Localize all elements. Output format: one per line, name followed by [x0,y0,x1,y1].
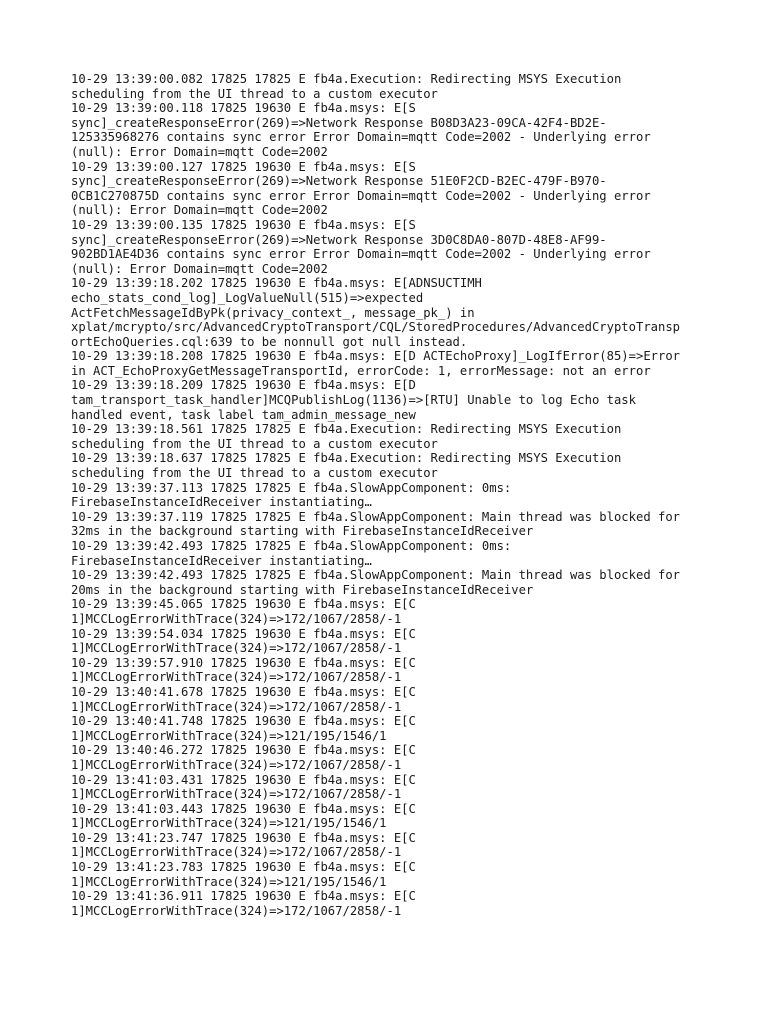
log-line: xplat/mcrypto/src/AdvancedCryptoTransport/CQL/StoredProcedures/AdvancedCryptoTransp [71,320,681,335]
log-line: 10-29 13:39:18.209 17825 19630 E fb4a.msys: E[D [71,378,416,393]
log-line: in ACT_EchoProxyGetMessageTransportId, errorCode: 1, errorMessage: not an error [71,363,651,378]
log-line: 10-29 13:41:23.783 17825 19630 E fb4a.msys: E[C [71,860,416,875]
log-line: 10-29 13:39:18.637 17825 17825 E fb4a.Execution: Redirecting MSYS Execution [71,451,622,466]
log-line: 10-29 13:40:46.272 17825 19630 E fb4a.msys: E[C [71,743,416,758]
log-line: 32ms in the background starting with FirebaseInstanceIdReceiver [71,524,534,539]
log-line: 10-29 13:41:03.431 17825 19630 E fb4a.msys: E[C [71,772,416,787]
log-line: 10-29 13:39:18.202 17825 19630 E fb4a.msys: E[ADNSUCTIMH [71,276,482,291]
log-line: 1]MCCLogErrorWithTrace(324)=>121/195/1546/1 [71,816,387,831]
log-line: 1]MCCLogErrorWithTrace(324)=>172/1067/2858/-1 [71,670,402,685]
log-line: 10-29 13:41:23.747 17825 19630 E fb4a.msys: E[C [71,830,416,845]
log-line: scheduling from the UI thread to a custom executor [71,436,438,451]
log-line: 10-29 13:39:45.065 17825 19630 E fb4a.msys: E[C [71,597,416,612]
log-line: 1]MCCLogErrorWithTrace(324)=>121/195/1546/1 [71,728,387,743]
log-line: 1]MCCLogErrorWithTrace(324)=>172/1067/2858/-1 [71,903,402,918]
log-line: (null): Error Domain=mqtt Code=2002 [71,203,328,218]
log-line: 10-29 13:39:00.135 17825 19630 E fb4a.msys: E[S [71,217,416,232]
log-line: FirebaseInstanceIdReceiver instantiating… [71,553,372,568]
log-line: scheduling from the UI thread to a custom executor [71,466,438,481]
log-document [71,72,711,918]
log-line: 10-29 13:39:37.119 17825 17825 E fb4a.SlowAppComponent: Main thread was blocked for [71,509,681,524]
log-line: tam_transport_task_handler]MCQPublishLog(1136)=>[RTU] Unable to log Echo task [71,393,636,408]
log-line: 20ms in the background starting with FirebaseInstanceIdReceiver [71,582,534,597]
log-line: ActFetchMessageIdByPk(privacy_context_, message_pk_) in [71,305,475,320]
log-line: echo_stats_cond_log]_LogValueNull(515)=>expected [71,290,424,305]
log-line: 10-29 13:39:42.493 17825 17825 E fb4a.SlowAppComponent: 0ms: [71,539,512,553]
log-line: 1]MCCLogErrorWithTrace(324)=>121/195/1546/1 [71,874,387,889]
log-line: sync]_createResponseError(269)=>Network Response B08D3A23-09CA-42F4-BD2E- [71,115,607,130]
log-line: 1]MCCLogErrorWithTrace(324)=>172/1067/2858/-1 [71,845,402,860]
log-line: 10-29 13:39:00.082 17825 17825 E fb4a.Execution: Redirecting MSYS Execution [71,72,622,86]
log-line: 10-29 13:41:03.443 17825 19630 E fb4a.msys: E[C [71,801,416,816]
log-line: sync]_createResponseError(269)=>Network Response 3D0C8DA0-807D-48E8-AF99- [71,232,607,247]
log-line: 902BD1AE4D36 contains sync error Error Domain=mqtt Code=2002 - Underlying error [71,247,651,262]
log-line: handled event, task label tam_admin_message_new [71,407,416,422]
log-line: 10-29 13:39:42.493 17825 17825 E fb4a.SlowAppComponent: Main thread was blocked for [71,568,681,583]
log-line: 10-29 13:39:37.113 17825 17825 E fb4a.SlowAppComponent: 0ms: [71,480,512,495]
log-line: 125335968276 contains sync error Error Domain=mqtt Code=2002 - Underlying error [71,130,651,145]
log-line: (null): Error Domain=mqtt Code=2002 [71,144,328,159]
log-line: 10-29 13:39:18.208 17825 19630 E fb4a.msys: E[D ACTEchoProxy]_LogIfError(85)=>Error [71,349,681,364]
log-line: 10-29 13:39:00.127 17825 19630 E fb4a.msys: E[S [71,159,416,174]
log-line: 10-29 13:41:36.911 17825 19630 E fb4a.msys: E[C [71,889,416,904]
log-line: scheduling from the UI thread to a custom executor [71,86,438,101]
log-line: 1]MCCLogErrorWithTrace(324)=>172/1067/2858/-1 [71,757,402,772]
log-line: 1]MCCLogErrorWithTrace(324)=>172/1067/2858/-1 [71,611,402,626]
log-line: 1]MCCLogErrorWithTrace(324)=>172/1067/2858/-1 [71,699,402,714]
log-line: 1]MCCLogErrorWithTrace(324)=>172/1067/2858/-1 [71,641,402,656]
log-line: 10-29 13:40:41.748 17825 19630 E fb4a.msys: E[C [71,714,416,729]
log-line: ortEchoQueries.cql:639 to be nonnull got null instead. [71,334,468,349]
log-line: 10-29 13:39:18.561 17825 17825 E fb4a.Execution: Redirecting MSYS Execution [71,422,622,437]
log-line: FirebaseInstanceIdReceiver instantiating… [71,495,372,510]
log-line: 10-29 13:39:54.034 17825 19630 E fb4a.msys: E[C [71,626,416,641]
log-line: sync]_createResponseError(269)=>Network Response 51E0F2CD-B2EC-479F-B970- [71,174,607,189]
log-line: 10-29 13:40:41.678 17825 19630 E fb4a.msys: E[C [71,684,416,699]
log-line: 1]MCCLogErrorWithTrace(324)=>172/1067/2858/-1 [71,787,402,802]
log-body [71,72,711,918]
log-line: 10-29 13:39:57.910 17825 19630 E fb4a.msys: E[C [71,655,416,670]
log-line: 10-29 13:39:00.118 17825 19630 E fb4a.msys: E[S [71,101,416,116]
log-line: 0CB1C270875D contains sync error Error Domain=mqtt Code=2002 - Underlying error [71,188,651,203]
log-line: (null): Error Domain=mqtt Code=2002 [71,261,328,276]
